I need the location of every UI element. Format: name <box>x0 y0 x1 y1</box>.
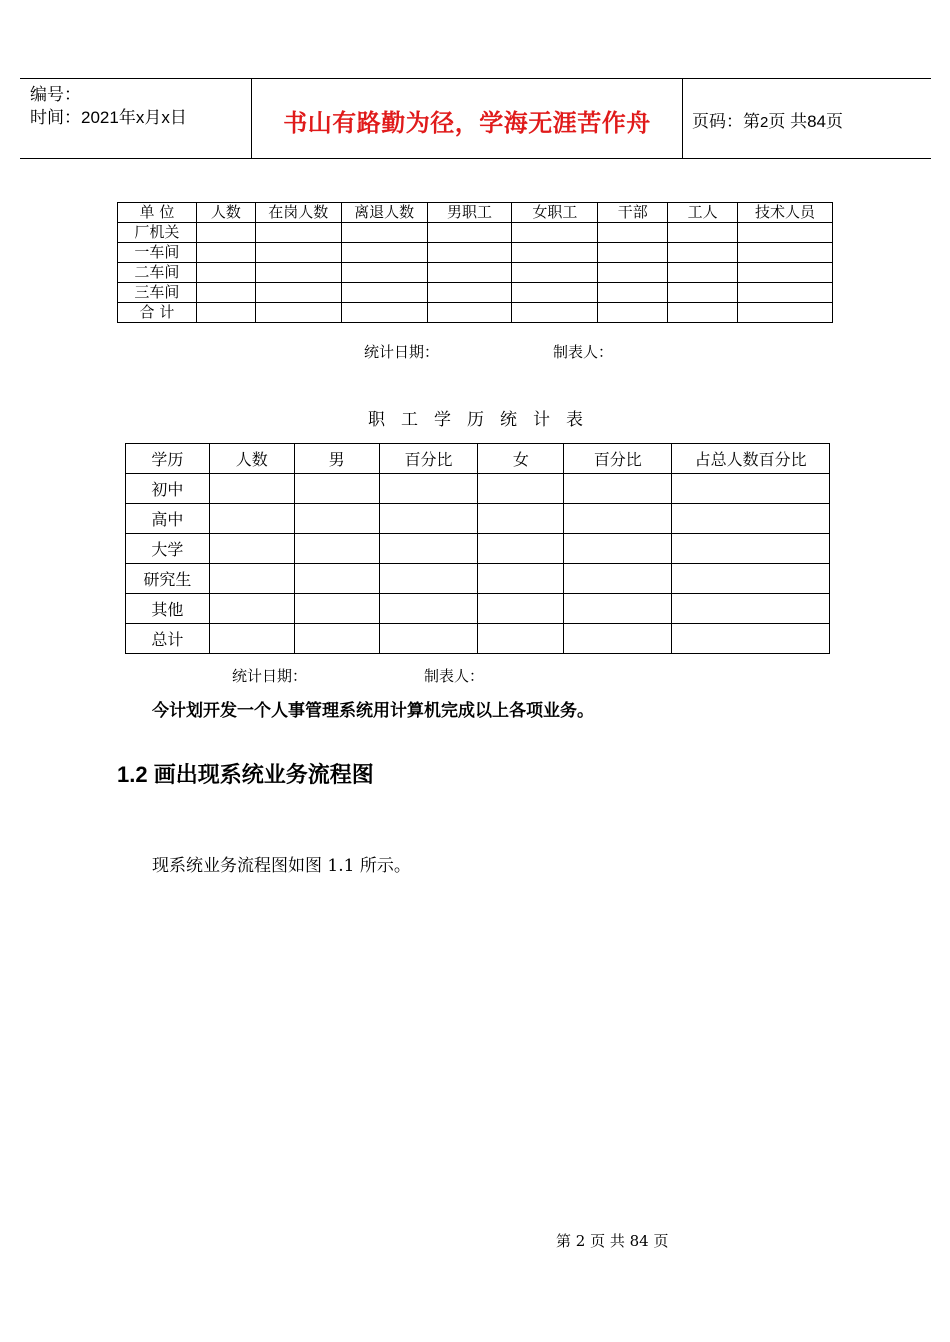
row-label: 其他 <box>126 594 210 624</box>
table-cell <box>196 243 255 263</box>
table-cell <box>196 263 255 283</box>
table-cell <box>564 564 672 594</box>
column-header: 干部 <box>598 203 668 223</box>
column-header: 工人 <box>668 203 738 223</box>
staff-unit-table <box>117 202 833 323</box>
table-cell <box>668 263 738 283</box>
table-cell <box>427 283 512 303</box>
table-cell <box>209 564 294 594</box>
table-cell <box>672 624 830 654</box>
column-header: 技术人员 <box>738 203 833 223</box>
table-cell <box>209 474 294 504</box>
table-cell <box>478 504 564 534</box>
table-cell <box>738 283 833 303</box>
table-cell <box>427 223 512 243</box>
column-header: 在岗人数 <box>255 203 341 223</box>
column-header: 学历 <box>126 444 210 474</box>
table-cell <box>209 534 294 564</box>
table-cell <box>512 243 598 263</box>
table-row <box>118 303 833 323</box>
education-table-title: 职工学历统计表 <box>368 410 599 430</box>
table-cell <box>478 564 564 594</box>
table-cell <box>196 303 255 323</box>
table-cell <box>668 283 738 303</box>
document-number-label: 编号： <box>30 85 81 104</box>
page-number: 2 <box>760 114 769 131</box>
table-cell <box>738 263 833 283</box>
table1-date-label: 统计日期： <box>364 343 440 361</box>
table-cell <box>341 283 427 303</box>
row-label: 二车间 <box>118 263 197 283</box>
table-cell <box>512 303 598 323</box>
table-cell <box>294 504 379 534</box>
table-cell <box>478 594 564 624</box>
table-cell <box>294 624 379 654</box>
table-cell <box>255 303 341 323</box>
column-header: 百分比 <box>379 444 478 474</box>
table-row <box>118 243 833 263</box>
column-header: 人数 <box>196 203 255 223</box>
page-mid: 页 共 <box>768 112 808 131</box>
table-header-row <box>118 203 833 223</box>
table-cell <box>427 243 512 263</box>
table-cell <box>427 303 512 323</box>
row-label: 大学 <box>126 534 210 564</box>
table-cell <box>598 243 668 263</box>
table-cell <box>255 223 341 243</box>
row-label: 初中 <box>126 474 210 504</box>
table-cell <box>196 283 255 303</box>
table1-maker-label: 制表人： <box>553 343 614 361</box>
column-header: 男 <box>294 444 379 474</box>
plan-note: 今计划开发一个人事管理系统用计算机完成以上各项业务。 <box>152 701 594 720</box>
table-cell <box>512 263 598 283</box>
table-cell <box>668 223 738 243</box>
table-cell <box>294 564 379 594</box>
page-prefix: 页码：第 <box>692 112 760 131</box>
table-cell <box>478 474 564 504</box>
table-cell <box>738 303 833 323</box>
table-cell <box>379 504 478 534</box>
table-cell <box>341 263 427 283</box>
table-cell <box>672 564 830 594</box>
row-label: 三车间 <box>118 283 197 303</box>
table-cell <box>564 594 672 624</box>
section-heading: 1.2 画出现系统业务流程图 <box>117 762 374 787</box>
table-cell <box>209 624 294 654</box>
table-cell <box>668 243 738 263</box>
row-label: 总计 <box>126 624 210 654</box>
table-cell <box>598 283 668 303</box>
page-header <box>20 78 931 159</box>
column-header: 人数 <box>209 444 294 474</box>
page-suffix: 页 <box>826 112 843 131</box>
table-cell <box>564 624 672 654</box>
table-cell <box>598 263 668 283</box>
table-cell <box>672 534 830 564</box>
table-row <box>118 283 833 303</box>
table-cell <box>598 303 668 323</box>
table-cell <box>196 223 255 243</box>
page-total: 84 <box>807 112 826 131</box>
row-label: 研究生 <box>126 564 210 594</box>
table-cell <box>209 594 294 624</box>
table-row <box>126 474 830 504</box>
page-footer: 第 2 页 共 84 页 <box>556 1232 669 1250</box>
education-table <box>125 443 830 654</box>
column-header: 女职工 <box>512 203 598 223</box>
table-cell <box>379 564 478 594</box>
row-label: 高中 <box>126 504 210 534</box>
table-header-row <box>126 444 830 474</box>
header-divider <box>682 79 683 158</box>
table-cell <box>341 223 427 243</box>
table-row <box>118 223 833 243</box>
table-cell <box>379 594 478 624</box>
column-header: 女 <box>478 444 564 474</box>
table-cell <box>738 223 833 243</box>
column-header: 单 位 <box>118 203 197 223</box>
table-cell <box>341 303 427 323</box>
table-row <box>126 504 830 534</box>
table-cell <box>668 303 738 323</box>
column-header: 占总人数百分比 <box>672 444 830 474</box>
table-cell <box>209 504 294 534</box>
table-cell <box>294 594 379 624</box>
table-cell <box>255 283 341 303</box>
table-cell <box>341 243 427 263</box>
body-paragraph: 现系统业务流程图如图 1.1 所示。 <box>152 856 411 876</box>
table-cell <box>427 263 512 283</box>
table-cell <box>478 534 564 564</box>
table-cell <box>294 474 379 504</box>
table-cell <box>512 223 598 243</box>
table-cell <box>564 474 672 504</box>
table-row <box>126 594 830 624</box>
table-cell <box>564 504 672 534</box>
table-row <box>126 534 830 564</box>
column-header: 离退人数 <box>341 203 427 223</box>
column-header: 百分比 <box>564 444 672 474</box>
document-time-label: 时间：2021年x月x日 <box>30 108 187 127</box>
table-row <box>126 564 830 594</box>
table-cell <box>255 243 341 263</box>
table-cell <box>512 283 598 303</box>
row-label: 厂机关 <box>118 223 197 243</box>
table2-maker-label: 制表人： <box>424 667 485 685</box>
table-cell <box>379 534 478 564</box>
table-cell <box>672 594 830 624</box>
row-label: 一车间 <box>118 243 197 263</box>
table-row <box>118 263 833 283</box>
table-cell <box>379 624 478 654</box>
table-cell <box>255 263 341 283</box>
header-page-info <box>692 107 843 132</box>
header-meta <box>30 83 187 129</box>
table-cell <box>379 474 478 504</box>
table-cell <box>294 534 379 564</box>
header-motto: 书山有路勤为径，学海无涯苦作舟 <box>283 110 651 137</box>
table-cell <box>672 474 830 504</box>
table-cell <box>598 223 668 243</box>
table-cell <box>564 534 672 564</box>
column-header: 男职工 <box>427 203 512 223</box>
table2-date-label: 统计日期： <box>232 667 308 685</box>
table-row <box>126 624 830 654</box>
row-label: 合 计 <box>118 303 197 323</box>
table-cell <box>738 243 833 263</box>
table-cell <box>672 504 830 534</box>
table-cell <box>478 624 564 654</box>
